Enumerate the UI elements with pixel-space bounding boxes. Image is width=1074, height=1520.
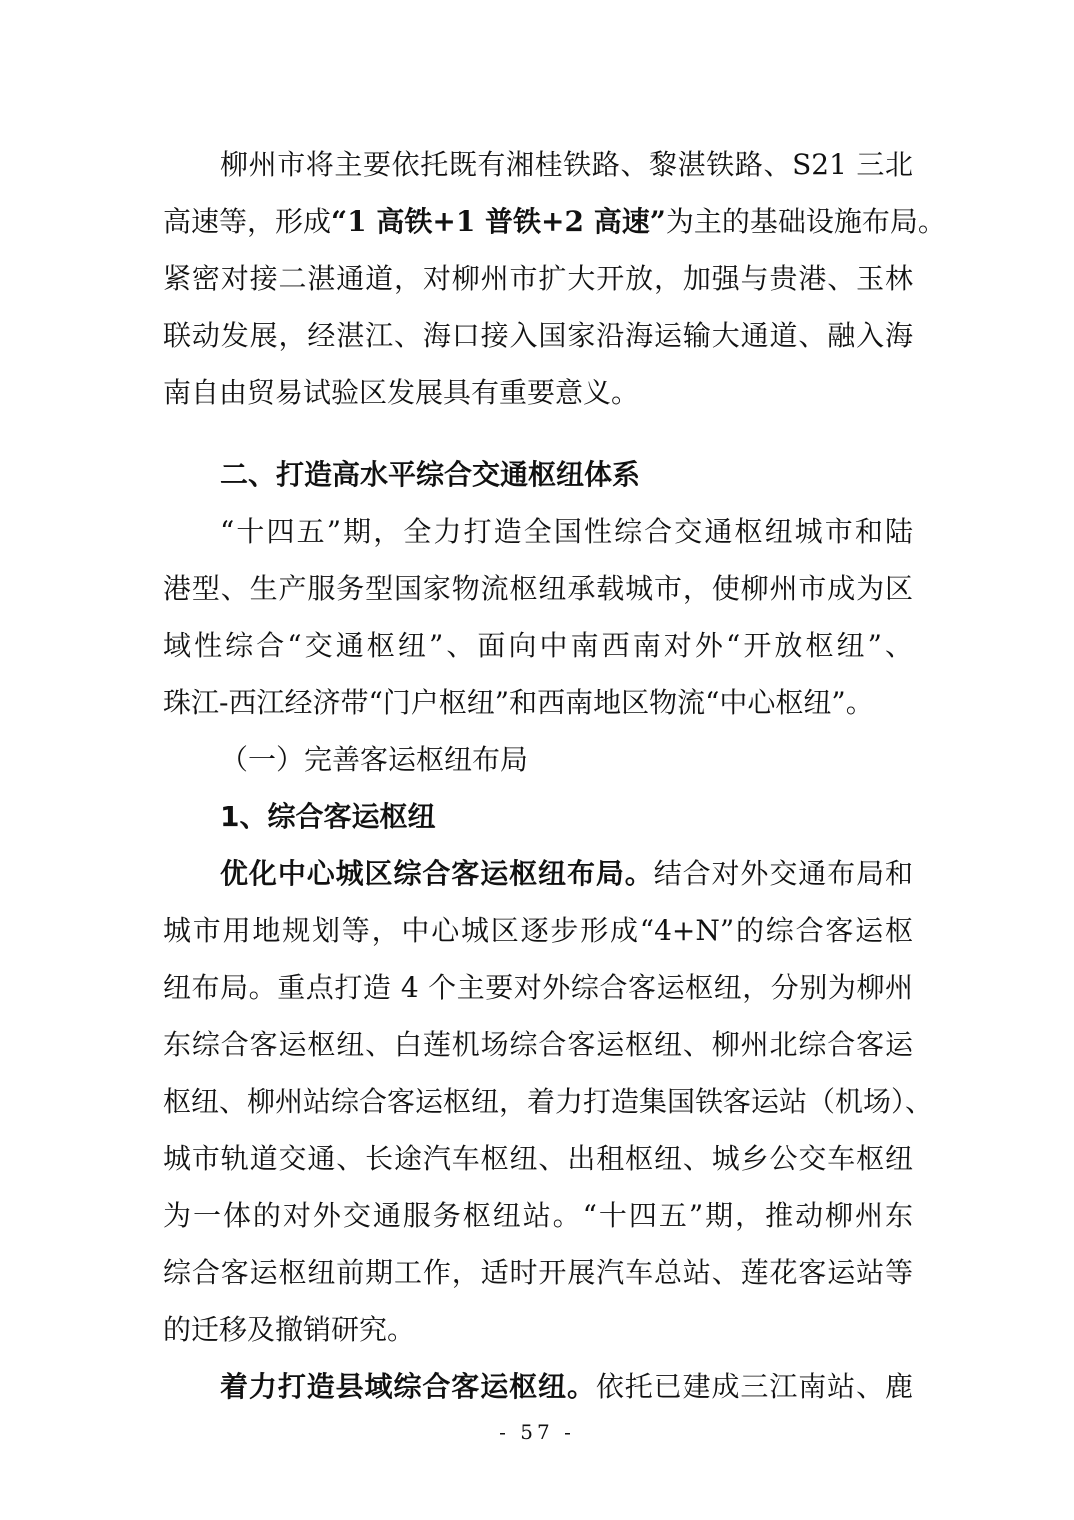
text-run: 为主的基础设施布局。: [665, 205, 946, 238]
text-line: 柳州市将主要依托既有湘桂铁路、黎湛铁路、S21 三北: [220, 148, 913, 181]
document-body: [163, 136, 946, 1415]
text-line: [163, 1358, 913, 1415]
bold-lead: 着力打造县域综合客运枢纽。: [220, 1370, 596, 1403]
paragraph: [163, 136, 946, 421]
text-line: 纽布局。重点打造 4 个主要对外综合客运枢纽，分别为柳州: [163, 971, 913, 1004]
paragraph: [163, 1358, 913, 1415]
subsection-heading: （一）完善客运枢纽布局: [220, 743, 529, 776]
bold-phrase: “1 高铁+1 普铁+2 高速”: [331, 205, 666, 238]
text-line: [163, 845, 913, 902]
text-line: 的迁移及撤销研究。: [163, 1313, 416, 1346]
text-line: 联动发展，经湛江、海口接入国家沿海运输大通道、融入海: [163, 319, 913, 352]
text-line: 城市轨道交通、长途汽车枢纽、出租枢纽、城乡公交车枢纽: [163, 1142, 913, 1175]
page-number: - 57 -: [499, 1420, 575, 1444]
text-line: 域性综合“交通枢纽”、面向中南西南对外“开放枢纽”、: [163, 629, 913, 662]
text-line: “十四五”期，全力打造全国性综合交通枢纽城市和陆: [220, 515, 913, 548]
text-line: 枢纽、柳州站综合客运枢纽，着力打造集国铁客运站（机场）、: [163, 1085, 934, 1118]
section-heading: 二、打造高水平综合交通枢纽体系: [220, 458, 641, 491]
text-line: 港型、生产服务型国家物流枢纽承载城市，使柳州市成为区: [163, 572, 913, 605]
text-line: 为一体的对外交通服务枢纽站。“十四五”期，推动柳州东: [163, 1199, 913, 1232]
item-heading: 1、综合客运枢纽: [220, 800, 436, 833]
text-line: 紧密对接二湛通道，对柳州市扩大开放，加强与贵港、玉林: [163, 262, 913, 295]
text-line: 综合客运枢纽前期工作，适时开展汽车总站、莲花客运站等: [163, 1256, 913, 1289]
text-line: 珠江-西江经济带“门户枢纽”和西南地区物流“中心枢纽”。: [163, 686, 874, 719]
text-run: 依托已建成三江南站、鹿: [595, 1370, 913, 1403]
text-run: 高速等，形成: [163, 205, 332, 238]
text-run: 结合对外交通布局和: [653, 857, 913, 890]
text-line: 东综合客运枢纽、白莲机场综合客运枢纽、柳州北综合客运: [163, 1028, 913, 1061]
text-line: 南自由贸易试验区发展具有重要意义。: [163, 376, 640, 409]
paragraph: [163, 845, 934, 1358]
bold-lead: 优化中心城区综合客运枢纽布局。: [220, 857, 654, 890]
text-line: [163, 193, 946, 250]
paragraph: [163, 503, 913, 731]
text-line: 城市用地规划等，中心城区逐步形成“4+N”的综合客运枢: [163, 914, 913, 947]
